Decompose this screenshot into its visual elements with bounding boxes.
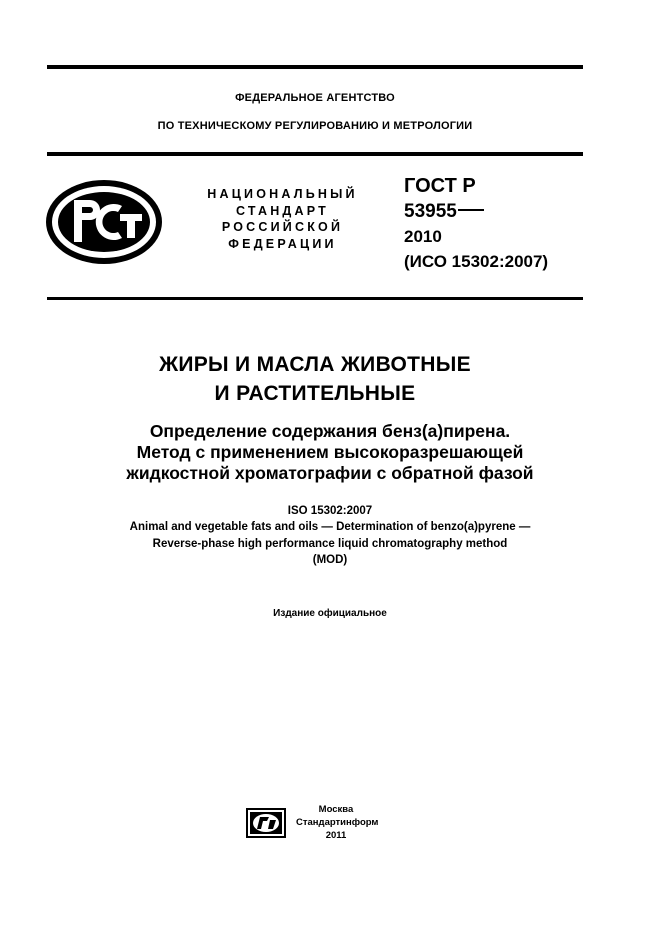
iso-title-line-3: (MOD) <box>312 554 348 566</box>
designation-dash <box>458 209 484 211</box>
agency-line-1: ФЕДЕРАЛЬНОЕ АГЕНТСТВО <box>235 92 395 104</box>
publisher-logo-icon <box>246 808 286 838</box>
subtitle-line-3: жидкостной хроматографии с обратной фазой <box>126 463 534 483</box>
standard-type-line-1: НАЦИОНАЛЬНЫЙ <box>207 187 358 201</box>
designation-iso-ref: (ИСО 15302:2007) <box>404 252 549 271</box>
iso-title-line-1: Animal and vegetable fats and oils — Determination of benzo(a)pyrene — <box>129 521 531 533</box>
designation-number: 53955 <box>404 201 457 222</box>
subtitle-line-2: Метод с применением высокоразрешающей <box>136 442 524 462</box>
publisher-city: Москва <box>318 804 354 815</box>
iso-title-line-2: Reverse-phase high performance liquid chromatography method <box>152 538 508 550</box>
standard-type-line-2: СТАНДАРТ <box>236 203 329 218</box>
main-title-line-1: ЖИРЫ И МАСЛА ЖИВОТНЫЕ <box>159 353 471 376</box>
standard-type-line-4: ФЕДЕРАЦИИ <box>228 236 337 251</box>
designation-year: 2010 <box>404 227 442 246</box>
bottom-rule <box>47 297 583 300</box>
agency-line-2: ПО ТЕХНИЧЕСКОМУ РЕГУЛИРОВАНИЮ И МЕТРОЛОГИИ <box>157 120 473 132</box>
standard-type <box>190 186 375 252</box>
rst-logo-icon <box>44 178 164 266</box>
iso-code: ISO 15302:2007 <box>287 505 373 517</box>
top-rule <box>47 65 583 69</box>
designation-prefix: ГОСТ Р <box>404 175 476 197</box>
publisher-block <box>296 803 379 842</box>
standard-type-line-3: РОССИЙСКОЙ <box>221 220 344 234</box>
publisher-name: Стандартинформ <box>296 817 379 828</box>
edition-note: Издание официальное <box>273 608 387 619</box>
subtitle-line-1: Определение содержания бенз(а)пирена. <box>149 421 511 441</box>
middle-rule <box>47 152 583 156</box>
main-title-line-2: И РАСТИТЕЛЬНЫЕ <box>214 382 416 405</box>
standard-designation <box>404 174 548 274</box>
publisher-year: 2011 <box>325 830 347 841</box>
